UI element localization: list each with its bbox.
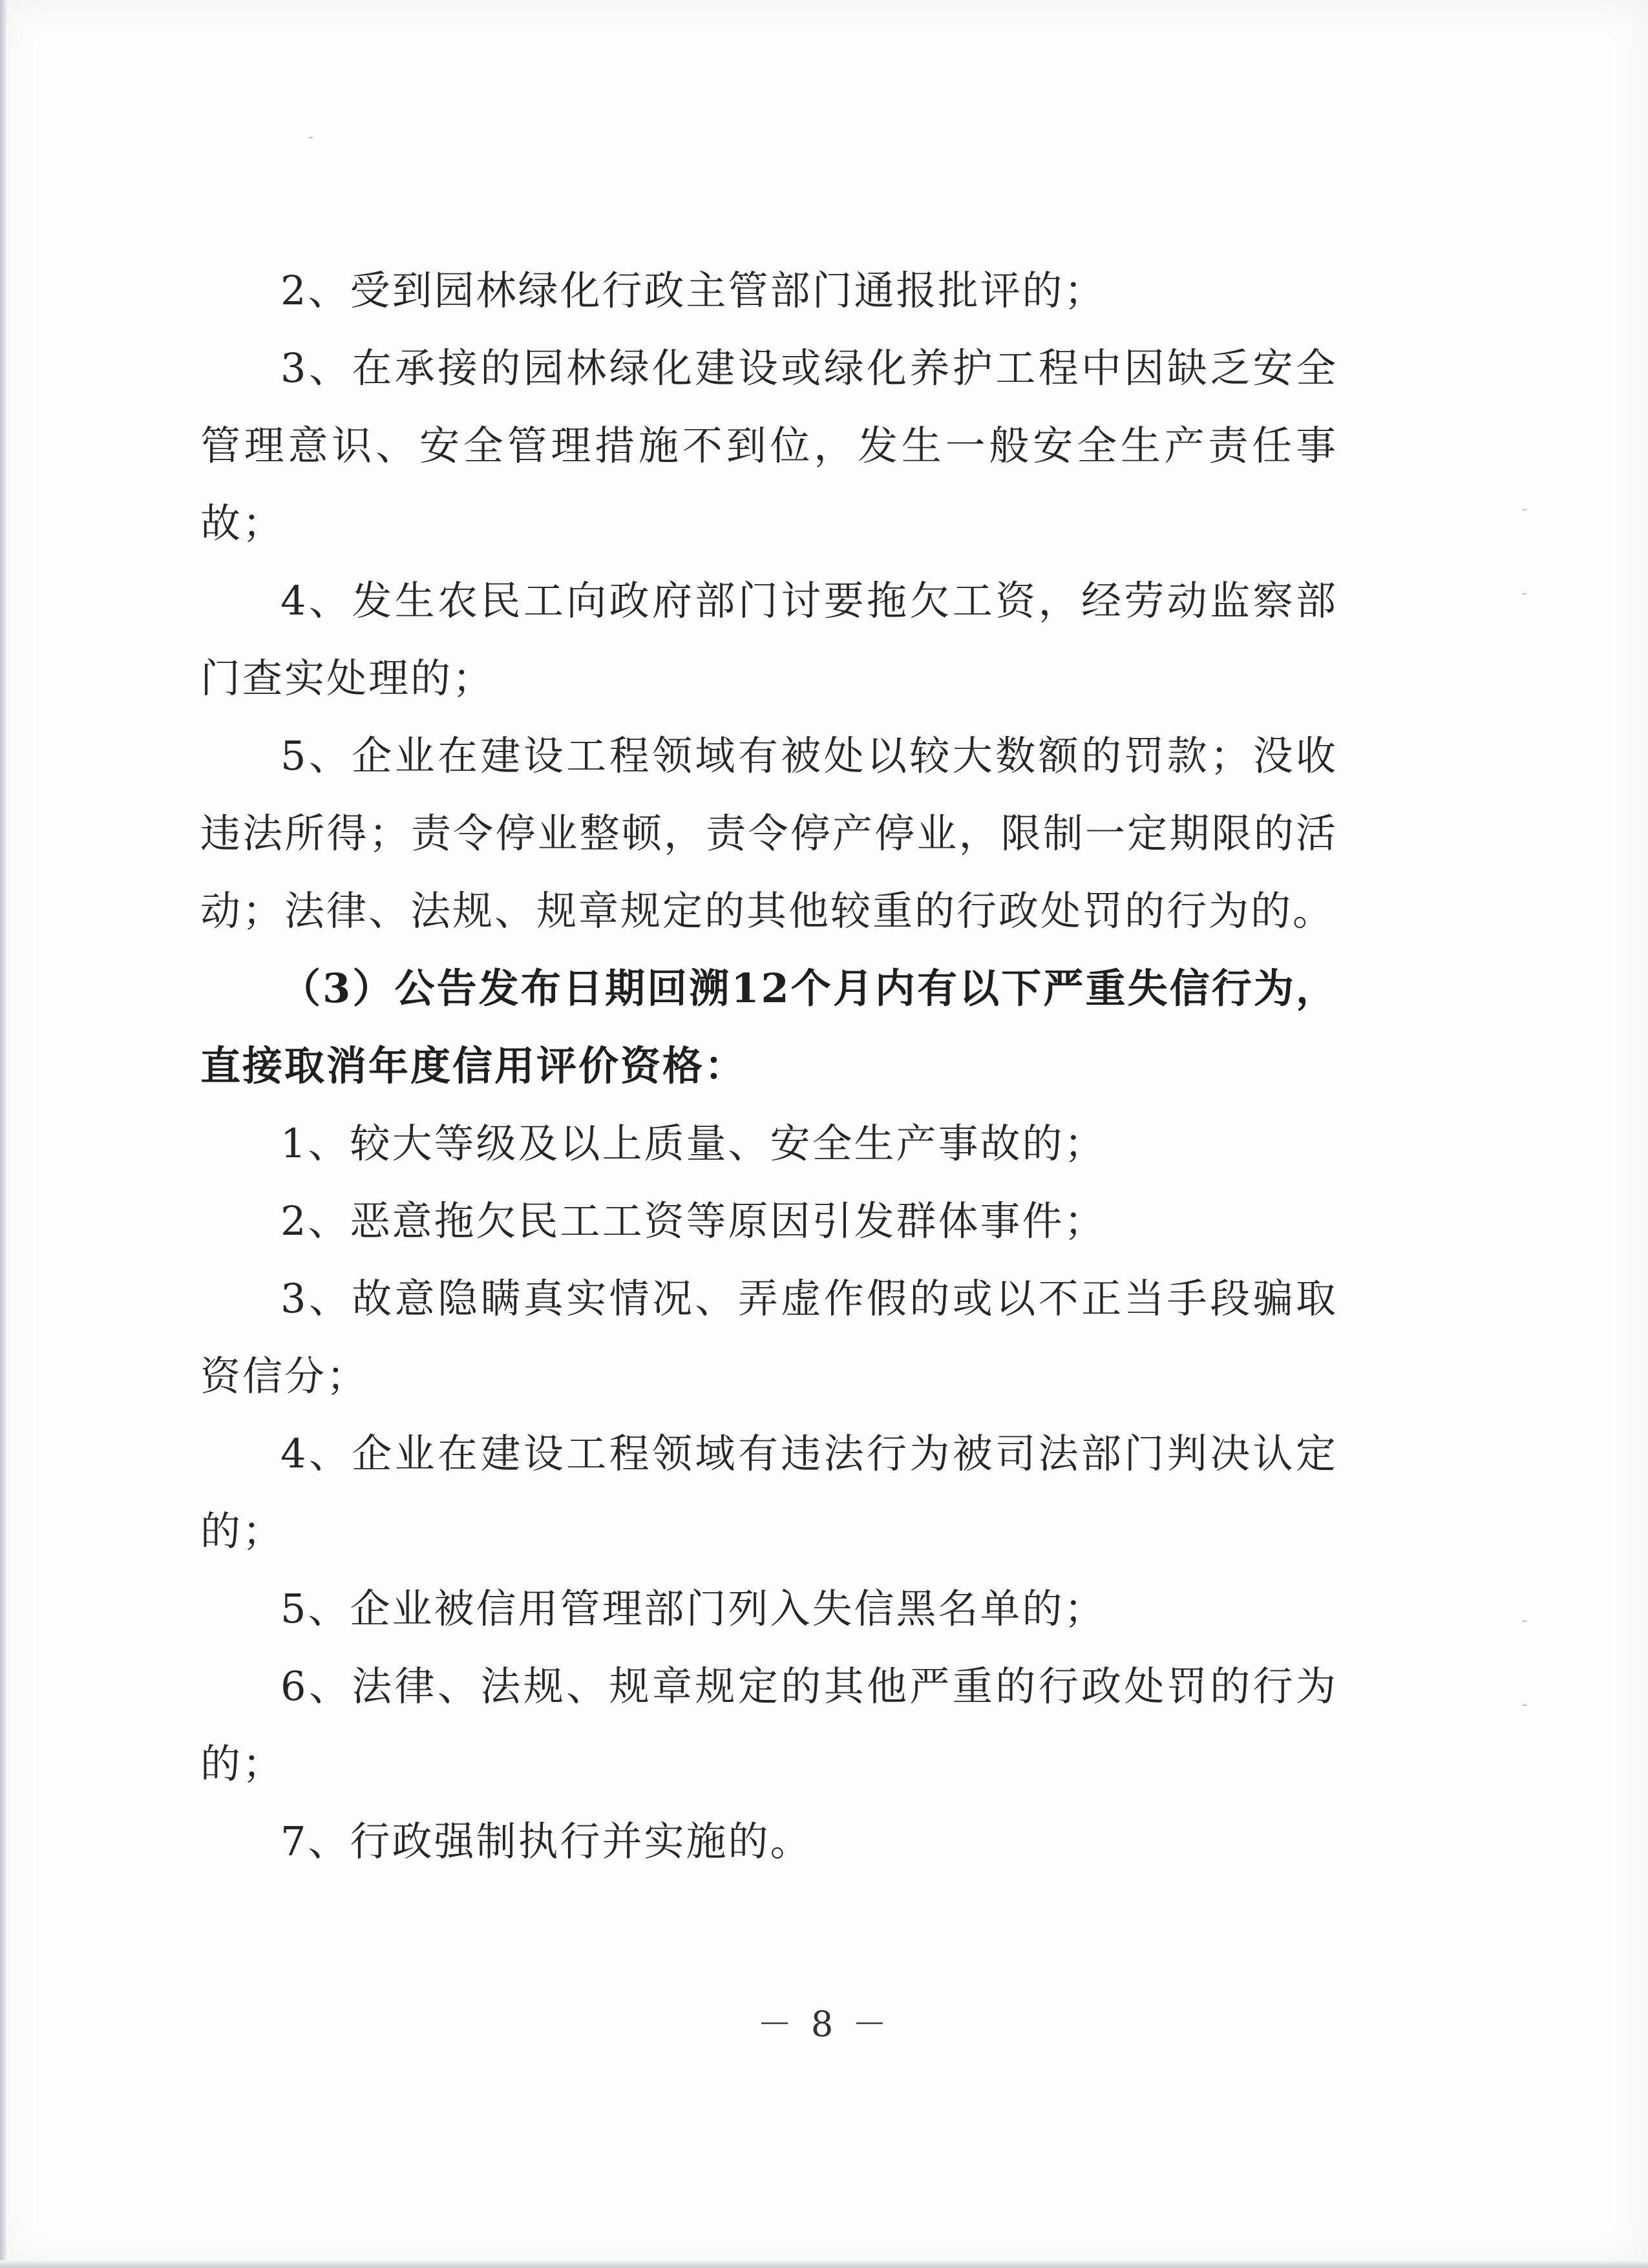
scan-bottom-edge (0, 2260, 1648, 2268)
document-body (200, 252, 1338, 1880)
list-item: 5、企业被信用管理部门列入失信黑名单的； (280, 1585, 1106, 1632)
list-item: 1、较大等级及以上质量、安全生产事故的； (280, 1120, 1106, 1167)
scan-left-edge (0, 0, 6, 2268)
list-item: 4、企业在建设工程领域有违法行为被司法部门判决认定的； (200, 1430, 1338, 1555)
page-number: － 8 － (757, 2004, 891, 2044)
scan-speck (309, 137, 313, 138)
scan-speck (1523, 509, 1527, 510)
scan-speck (1523, 593, 1527, 594)
scan-speck (1523, 1621, 1527, 1622)
list-item: 5、企业在建设工程领域有被处以较大数额的罚款；没收违法所得；责令停业整顿，责令停产停业，限制一定期限的活动；法律、法规、规章规定的其他较重的行政处罚的行为的。 (200, 732, 1338, 934)
list-item: 3、在承接的园林绿化建设或绿化养护工程中因缺乏安全管理意识、安全管理措施不到位，发生一般安全生产责任事故； (200, 344, 1338, 547)
list-item: 4、发生农民工向政府部门讨要拖欠工资，经劳动监察部门查实处理的； (200, 577, 1338, 702)
list-item: 6、法律、法规、规章规定的其他严重的行政处罚的行为的； (200, 1663, 1338, 1787)
list-item: 2、恶意拖欠民工工资等原因引发群体事件； (280, 1197, 1106, 1244)
scan-speck (1523, 1705, 1527, 1706)
section-heading: （3）公告发布日期回溯12个月内有以下严重失信行为，直接取消年度信用评价资格： (200, 965, 1338, 1089)
list-item: 7、行政强制执行并实施的。 (280, 1818, 812, 1865)
list-item: 2、受到园林绿化行政主管部门通报批评的； (280, 267, 1106, 314)
list-item: 3、故意隐瞒真实情况、弄虚作假的或以不正当手段骗取资信分； (200, 1275, 1338, 1400)
